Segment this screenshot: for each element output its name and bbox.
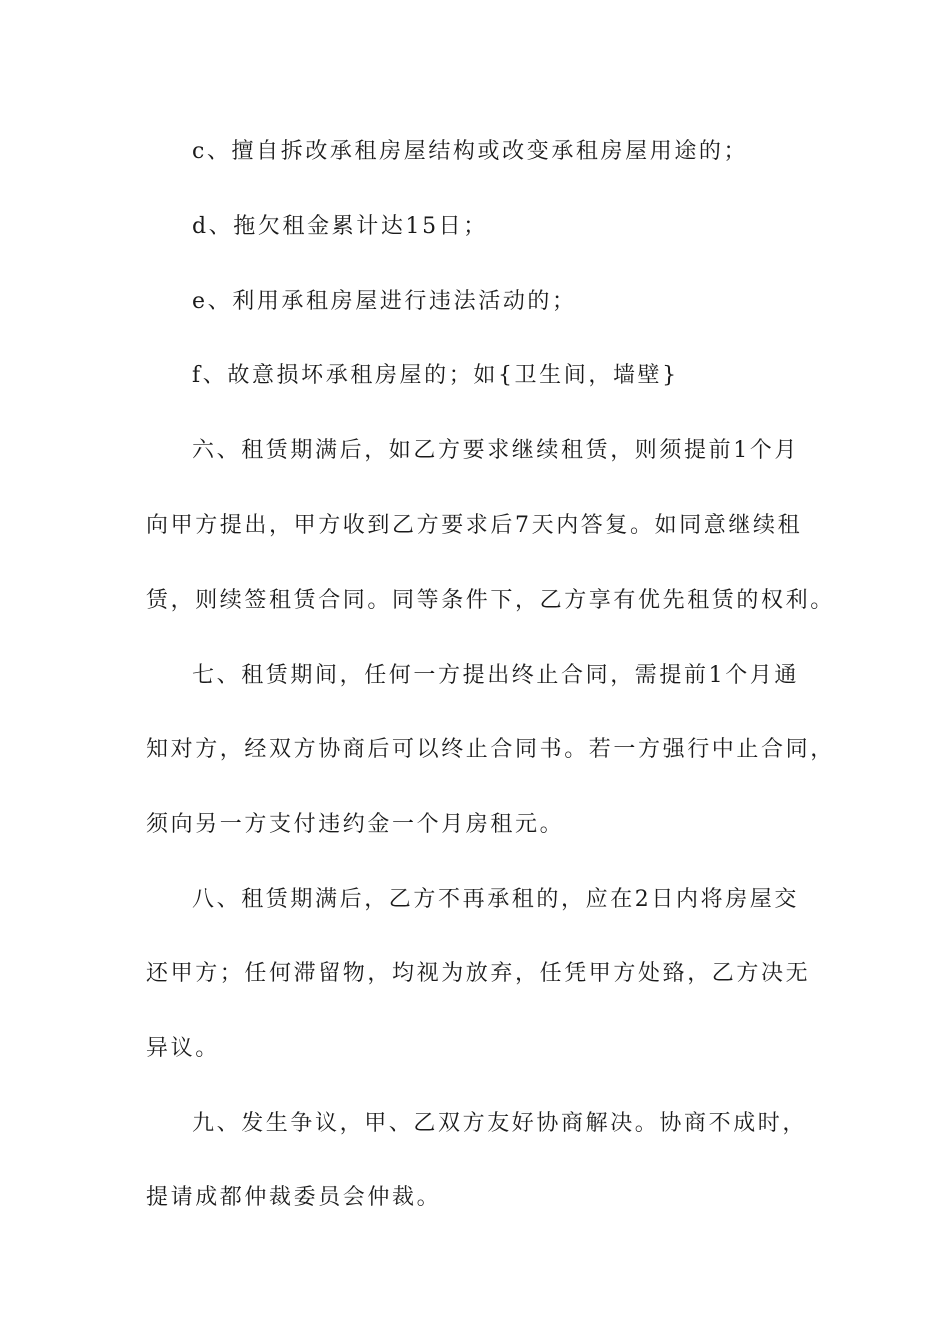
article-6-line-3: 赁，则续签租赁合同。同等条件下，乙方享有优先租赁的权利。 bbox=[146, 588, 835, 613]
article-8-line-1: 八、租赁期满后，乙方不再承租的，应在2日内将房屋交 bbox=[192, 887, 799, 912]
article-8-line-3: 异议。 bbox=[146, 1036, 220, 1061]
article-6-line-2: 向甲方提出，甲方收到乙方要求后7天内答复。如同意继续租 bbox=[146, 513, 803, 538]
article-6-line-1: 六、租赁期满后，如乙方要求继续租赁，则须提前1个月 bbox=[192, 438, 799, 463]
article-9-line-1: 九、发生争议，甲、乙双方友好协商解决。协商不成时， bbox=[192, 1111, 808, 1136]
article-8-line-2: 还甲方；任何滞留物，均视为放弃，任凭甲方处臵，乙方决无 bbox=[146, 961, 811, 986]
clause-e-line: e、利用承租房屋进行违法活动的； bbox=[192, 289, 577, 314]
article-9-line-2: 提请成都仲裁委员会仲裁。 bbox=[146, 1185, 442, 1210]
article-7-line-3: 须向另一方支付违约金一个月房租元。 bbox=[146, 812, 565, 837]
clause-d-line: d、拖欠租金累计达15日； bbox=[192, 214, 488, 239]
article-7-line-2: 知对方，经双方协商后可以终止合同书。若一方强行中止合同， bbox=[146, 737, 835, 762]
clause-c-line: c、擅自拆改承租房屋结构或改变承租房屋用途的； bbox=[192, 139, 749, 164]
article-7-line-1: 七、租赁期间，任何一方提出终止合同，需提前1个月通 bbox=[192, 663, 799, 688]
clause-f-line: f、故意损坏承租房屋的；如{卫生间，墙壁} bbox=[192, 363, 679, 388]
